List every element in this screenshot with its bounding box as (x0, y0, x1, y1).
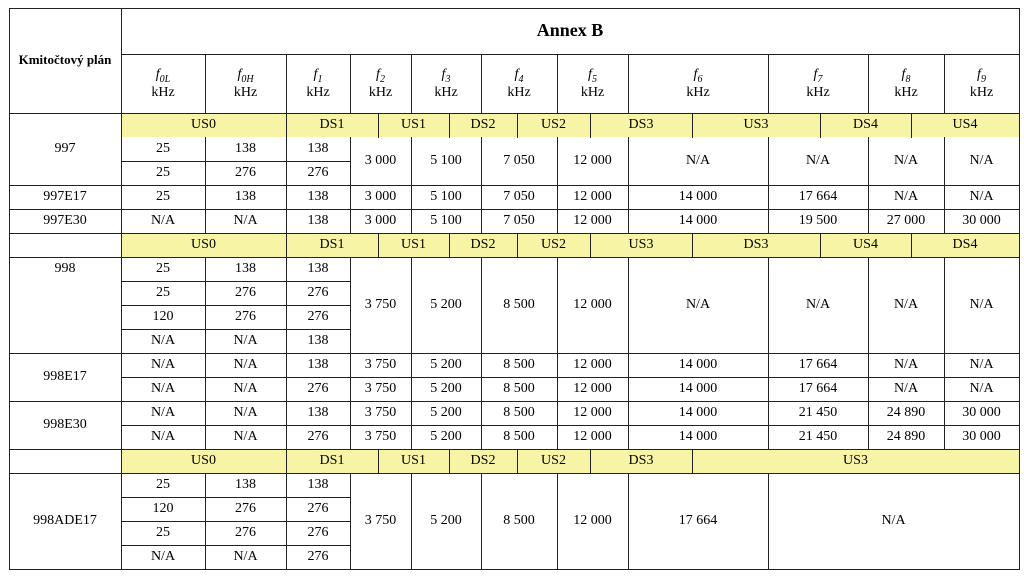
grid-line-vertical (286, 473, 287, 570)
grid-line-horizontal (9, 473, 1020, 474)
value-cell: 276 (307, 381, 329, 397)
grid-line-vertical (205, 54, 206, 114)
grid-line-vertical (820, 113, 821, 138)
value-cell: 12 000 (573, 357, 612, 373)
frequency-plan-label: 998E30 (43, 417, 87, 433)
grid-line-vertical (557, 137, 558, 234)
value-cell: 138 (235, 141, 256, 157)
grid-line-vertical (481, 54, 482, 114)
frequency-plan-label: 997E17 (43, 189, 87, 205)
value-cell: 12 000 (573, 189, 612, 205)
frequency-symbol-index: 1 (317, 73, 323, 85)
grid-line-horizontal (9, 8, 1020, 9)
grid-line-horizontal (121, 545, 351, 546)
grid-line-vertical (590, 449, 591, 474)
value-cell: 17 664 (798, 381, 838, 397)
grid-line-vertical (350, 54, 351, 114)
value-cell: 276 (235, 285, 256, 301)
value-cell: 3 000 (364, 213, 397, 229)
value-cell-merged: N/A (685, 153, 711, 169)
value-cell: 25 (156, 189, 170, 205)
value-cell-merged: 17 664 (678, 513, 718, 529)
grid-line-vertical (350, 137, 351, 234)
value-cell: N/A (233, 213, 258, 229)
frequency-symbol (977, 67, 986, 85)
value-cell: 276 (235, 525, 256, 541)
value-cell: 138 (307, 213, 329, 229)
band-label-ds3: DS3 (628, 453, 654, 469)
frequency-symbol (314, 67, 323, 85)
grid-line-vertical (944, 54, 945, 114)
grid-line-vertical (411, 257, 412, 450)
value-cell: N/A (969, 189, 994, 205)
grid-line-horizontal (121, 401, 1020, 402)
grid-line-vertical (868, 257, 869, 450)
grid-line-vertical (590, 233, 591, 258)
value-cell: 24 890 (886, 429, 926, 445)
value-cell: 3 750 (364, 357, 397, 373)
grid-line-vertical (205, 137, 206, 234)
value-cell: 19 500 (798, 213, 838, 229)
value-cell: 8 500 (503, 405, 535, 421)
value-cell-merged: 7 050 (503, 153, 535, 169)
value-cell: 276 (307, 429, 329, 445)
value-cell: 276 (307, 309, 329, 325)
grid-line-vertical (286, 113, 287, 138)
grid-line-vertical (286, 54, 287, 114)
grid-line-vertical (121, 8, 122, 570)
grid-line-vertical (481, 473, 482, 570)
value-cell: 30 000 (962, 405, 1001, 421)
value-cell: N/A (150, 381, 176, 397)
value-cell: 3 750 (364, 405, 397, 421)
band-label-us2: US2 (541, 117, 566, 133)
value-cell: 14 000 (678, 429, 718, 445)
band-label-us4: US4 (952, 117, 978, 133)
value-cell: 14 000 (678, 213, 718, 229)
row-header-frequency-plan: Kmitočtový plán (18, 52, 112, 68)
grid-line-vertical (378, 113, 379, 138)
frequency-symbol-letter: f (693, 66, 698, 82)
grid-line-horizontal (9, 569, 1020, 570)
frequency-header-3 (411, 54, 481, 113)
frequency-header-1 (286, 54, 350, 113)
frequency-symbol-letter: f (237, 66, 242, 82)
value-cell: 138 (235, 477, 256, 493)
value-cell: 12 000 (573, 213, 612, 229)
value-cell-merged: N/A (893, 153, 919, 169)
value-cell: N/A (233, 381, 258, 397)
grid-line-vertical (411, 137, 412, 234)
value-cell: N/A (233, 333, 258, 349)
frequency-symbol (237, 67, 253, 85)
grid-line-horizontal (121, 425, 1020, 426)
band-label-ds3: DS3 (743, 237, 769, 253)
grid-line-vertical (628, 473, 629, 570)
value-cell: 7 050 (503, 213, 535, 229)
grid-line-horizontal (121, 353, 1020, 354)
frequency-symbol-letter: f (376, 66, 380, 82)
value-cell: 138 (307, 405, 329, 421)
frequency-symbol-letter: f (313, 66, 318, 82)
value-cell-merged: 12 000 (573, 297, 612, 313)
value-cell: 138 (307, 141, 329, 157)
grid-line-vertical (820, 233, 821, 258)
grid-line-vertical (411, 54, 412, 114)
grid-line-vertical (449, 113, 450, 138)
frequency-symbol (515, 67, 524, 85)
frequency-unit: kHz (806, 84, 830, 100)
value-cell: 276 (307, 549, 329, 565)
frequency-symbol (376, 67, 385, 85)
frequency-symbol (442, 67, 451, 85)
value-cell-merged: 8 500 (503, 297, 535, 313)
grid-line-vertical (481, 257, 482, 450)
grid-line-vertical (378, 233, 379, 258)
frequency-header-2 (350, 54, 411, 113)
value-cell: 5 200 (430, 357, 462, 373)
grid-line-horizontal (9, 233, 122, 234)
value-cell-merged: N/A (969, 153, 994, 169)
grid-line-horizontal (121, 233, 1020, 234)
frequency-unit: kHz (233, 84, 258, 100)
frequency-unit: kHz (434, 84, 458, 100)
frequency-symbol-letter: f (514, 66, 519, 82)
value-cell-merged: N/A (805, 297, 831, 313)
grid-line-vertical (1019, 8, 1020, 570)
grid-line-vertical (517, 113, 518, 138)
value-cell: N/A (150, 357, 176, 373)
frequency-unit: kHz (368, 84, 393, 100)
grid-line-vertical (628, 54, 629, 114)
value-cell: 8 500 (503, 429, 535, 445)
value-cell: 5 100 (430, 213, 462, 229)
value-cell: N/A (893, 381, 919, 397)
frequency-symbol-index: 4 (518, 73, 524, 85)
grid-line-horizontal (121, 281, 351, 282)
grid-line-vertical (481, 137, 482, 234)
grid-line-vertical (557, 473, 558, 570)
grid-line-vertical (911, 233, 912, 258)
band-label-us1: US1 (401, 453, 426, 469)
frequency-symbol-index: 7 (817, 73, 823, 85)
grid-line-vertical (868, 54, 869, 114)
band-label-us1: US1 (401, 117, 426, 133)
frequency-unit: kHz (686, 84, 710, 100)
value-cell: 276 (235, 501, 256, 517)
value-cell: 7 050 (503, 189, 535, 205)
value-cell: 30 000 (962, 213, 1001, 229)
grid-line-horizontal (121, 377, 1020, 378)
grid-line-vertical (768, 257, 769, 450)
band-label-us1: US1 (401, 237, 426, 253)
grid-line-vertical (692, 233, 693, 258)
value-cell: 25 (156, 141, 170, 157)
value-cell: 120 (152, 309, 174, 325)
value-cell: 14 000 (678, 381, 718, 397)
grid-line-horizontal (121, 497, 351, 498)
grid-line-vertical (628, 257, 629, 450)
value-cell: 3 750 (364, 381, 397, 397)
grid-line-vertical (557, 257, 558, 450)
frequency-symbol-letter: f (441, 66, 446, 82)
value-cell: N/A (233, 357, 258, 373)
value-cell: N/A (150, 429, 176, 445)
value-cell: N/A (150, 405, 176, 421)
grid-line-vertical (411, 473, 412, 570)
grid-line-vertical (286, 257, 287, 450)
frequency-plan-label: 998ADE17 (33, 513, 97, 529)
band-label-us3: US3 (843, 453, 868, 469)
value-cell: 276 (307, 525, 329, 541)
value-cell: 27 000 (886, 213, 926, 229)
grid-line-vertical (350, 473, 351, 570)
band-label-ds3: DS3 (628, 117, 654, 133)
value-cell: N/A (150, 213, 176, 229)
frequency-symbol-index: 0L (159, 73, 171, 85)
table-title: Annex B (536, 20, 604, 41)
frequency-symbol-index: 3 (445, 73, 451, 85)
band-label-us0: US0 (191, 237, 216, 253)
value-cell: 25 (156, 261, 170, 277)
value-cell-merged: 5 200 (430, 297, 462, 313)
value-cell: N/A (969, 357, 994, 373)
value-cell-merged: 3 000 (364, 153, 397, 169)
value-cell: 14 000 (678, 357, 718, 373)
band-label-ds2: DS2 (470, 117, 496, 133)
grid-line-vertical (205, 473, 206, 570)
frequency-symbol-index: 5 (591, 73, 597, 85)
value-cell: 276 (307, 285, 329, 301)
grid-line-vertical (692, 113, 693, 138)
grid-line-vertical (911, 113, 912, 138)
value-cell: 276 (235, 165, 256, 181)
grid-line-vertical (517, 233, 518, 258)
value-cell-merged: 12 000 (573, 513, 612, 529)
band-label-us0: US0 (191, 453, 216, 469)
value-cell-merged: 8 500 (503, 513, 535, 529)
frequency-symbol-letter: f (155, 66, 160, 82)
band-label-us4: US4 (853, 237, 878, 253)
frequency-header-6 (628, 54, 768, 113)
frequency-unit: kHz (507, 84, 531, 100)
value-cell: N/A (233, 549, 258, 565)
frequency-symbol-index: 0H (241, 73, 254, 85)
grid-line-horizontal (121, 161, 351, 162)
frequency-header-8 (868, 54, 944, 113)
value-cell: 3 000 (364, 189, 397, 205)
value-cell: 276 (307, 501, 329, 517)
value-cell: N/A (893, 357, 919, 373)
grid-line-vertical (517, 449, 518, 474)
grid-line-vertical (868, 137, 869, 234)
grid-line-vertical (378, 449, 379, 474)
value-cell: 17 664 (798, 357, 838, 373)
frequency-unit: kHz (306, 84, 330, 100)
grid-line-horizontal (121, 54, 1020, 55)
value-cell-merged: 5 100 (430, 153, 462, 169)
frequency-header-0L (121, 54, 205, 113)
value-cell: 25 (156, 477, 170, 493)
value-cell: 24 890 (886, 405, 926, 421)
value-cell: 120 (152, 501, 174, 517)
grid-line-vertical (944, 137, 945, 234)
grid-line-vertical (286, 449, 287, 474)
value-cell: 5 200 (430, 381, 462, 397)
value-cell-merged: 5 200 (430, 513, 462, 529)
value-cell: 30 000 (962, 429, 1001, 445)
value-cell: 14 000 (678, 189, 718, 205)
value-cell: N/A (150, 333, 176, 349)
value-cell: 138 (307, 189, 329, 205)
frequency-header-0H (205, 54, 286, 113)
value-cell: 3 750 (364, 429, 397, 445)
frequency-symbol (156, 67, 170, 85)
value-cell: 276 (235, 309, 256, 325)
value-cell-merged: N/A (893, 297, 919, 313)
value-cell: 17 664 (798, 189, 838, 205)
frequency-symbol-letter: f (813, 66, 818, 82)
frequency-plan-label: 998E17 (43, 369, 87, 385)
value-cell: 8 500 (503, 381, 535, 397)
value-cell: N/A (233, 429, 258, 445)
value-cell: 12 000 (573, 405, 612, 421)
grid-line-vertical (286, 233, 287, 258)
band-label-ds4: DS4 (952, 237, 978, 253)
band-label-us3: US3 (743, 117, 769, 133)
value-cell-merged: N/A (685, 297, 711, 313)
value-cell-merged: 3 750 (364, 297, 397, 313)
frequency-symbol-letter: f (588, 66, 592, 82)
frequency-unit: kHz (580, 84, 605, 100)
band-label-ds1: DS1 (319, 453, 345, 469)
frequency-symbol (902, 67, 911, 85)
value-cell-merged: N/A (881, 513, 906, 529)
value-cell: N/A (150, 549, 176, 565)
grid-line-vertical (590, 113, 591, 138)
grid-line-vertical (768, 54, 769, 114)
grid-line-horizontal (9, 449, 122, 450)
frequency-header-9 (944, 54, 1019, 113)
grid-line-vertical (286, 137, 287, 234)
value-cell: 138 (307, 357, 329, 373)
value-cell-merged: 12 000 (573, 153, 612, 169)
value-cell: N/A (893, 189, 919, 205)
value-cell-merged: N/A (805, 153, 831, 169)
value-cell: 8 500 (503, 357, 535, 373)
value-cell: 138 (235, 189, 256, 205)
frequency-symbol-index: 9 (980, 73, 986, 85)
band-label-ds4: DS4 (853, 117, 878, 133)
value-cell: N/A (233, 405, 258, 421)
grid-line-horizontal (121, 305, 351, 306)
band-label-us2: US2 (541, 453, 566, 469)
frequency-unit: kHz (969, 84, 994, 100)
value-cell: 5 200 (430, 405, 462, 421)
value-cell: 12 000 (573, 429, 612, 445)
grid-line-vertical (449, 449, 450, 474)
value-cell: 21 450 (798, 429, 838, 445)
frequency-unit: kHz (151, 84, 175, 100)
grid-line-horizontal (9, 353, 122, 354)
grid-line-vertical (944, 257, 945, 450)
grid-line-horizontal (121, 521, 351, 522)
frequency-header-7 (768, 54, 868, 113)
value-cell: 14 000 (678, 405, 718, 421)
grid-line-vertical (205, 257, 206, 450)
value-cell: 138 (307, 477, 329, 493)
frequency-symbol (814, 67, 823, 85)
grid-line-vertical (628, 137, 629, 234)
grid-line-vertical (692, 449, 693, 474)
value-cell: 5 100 (430, 189, 462, 205)
value-cell: 138 (235, 261, 256, 277)
grid-line-vertical (557, 54, 558, 114)
band-label-ds2: DS2 (470, 453, 496, 469)
band-label-us2: US2 (541, 237, 566, 253)
frequency-symbol-letter: f (977, 66, 981, 82)
value-cell: 25 (156, 165, 170, 181)
value-cell: 5 200 (430, 429, 462, 445)
grid-line-horizontal (121, 329, 351, 330)
value-cell: 138 (307, 333, 329, 349)
band-label-us3: US3 (628, 237, 654, 253)
value-cell: 276 (307, 165, 329, 181)
grid-line-vertical (768, 137, 769, 234)
grid-line-vertical (449, 233, 450, 258)
frequency-symbol (588, 67, 597, 85)
frequency-header-4 (481, 54, 557, 113)
value-cell: 25 (156, 525, 170, 541)
frequency-symbol-index: 6 (697, 73, 703, 85)
value-cell: 138 (307, 261, 329, 277)
grid-line-vertical (350, 257, 351, 450)
frequency-symbol-letter: f (901, 66, 906, 82)
value-cell: 25 (156, 285, 170, 301)
band-label-ds2: DS2 (470, 237, 496, 253)
frequency-unit: kHz (894, 84, 918, 100)
grid-line-vertical (768, 473, 769, 570)
band-label-ds1: DS1 (319, 237, 345, 253)
frequency-plan-label: 997E30 (43, 213, 87, 229)
value-cell: 21 450 (798, 405, 838, 421)
frequency-symbol-index: 8 (905, 73, 911, 85)
frequency-symbol-index: 2 (379, 73, 385, 85)
value-cell-merged: N/A (969, 297, 994, 313)
frequency-plan-label: 997 (54, 141, 76, 157)
value-cell-merged: 3 750 (364, 513, 397, 529)
value-cell: 12 000 (573, 381, 612, 397)
grid-line-horizontal (121, 449, 1020, 450)
grid-line-horizontal (9, 401, 122, 402)
frequency-symbol (694, 67, 703, 85)
grid-line-vertical (9, 8, 10, 570)
band-label-ds1: DS1 (319, 117, 345, 133)
value-cell: N/A (969, 381, 994, 397)
frequency-header-5 (557, 54, 628, 113)
band-label-us0: US0 (191, 117, 216, 133)
frequency-plan-label: 998 (54, 261, 76, 277)
